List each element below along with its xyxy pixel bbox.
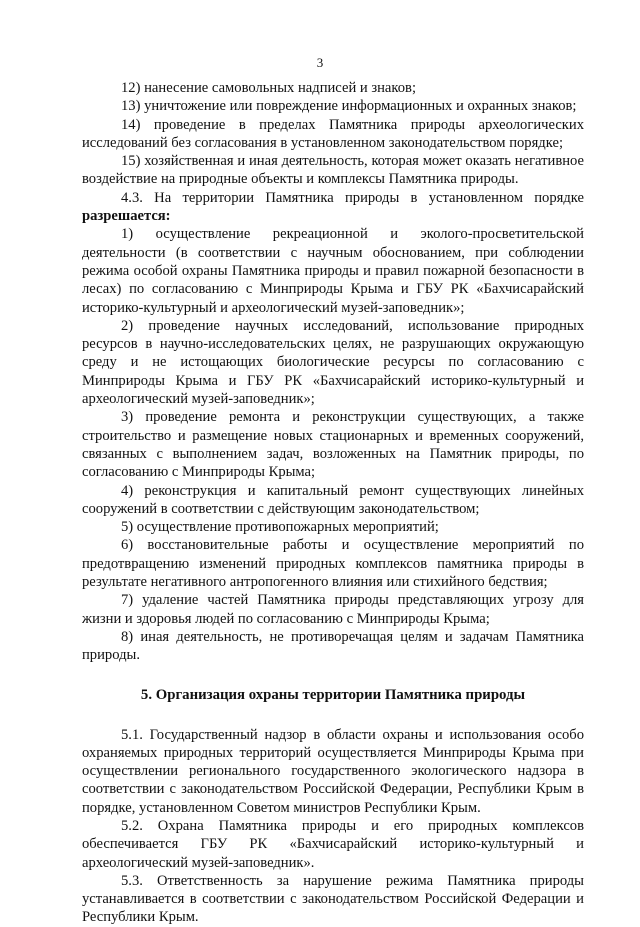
list-item: 6) восстановительные работы и осуществление мероприятий по предотвращению изменений природных комплексов памятника природы в результате негативного антропогенного влияния или стихийного бедствия; (82, 537, 584, 591)
list-item: 13) уничтожение или повреждение информационных и охранных знаков; (121, 98, 577, 115)
section-4-3-text: 4.3. На территории Памятника природы в установленном порядке (121, 189, 584, 206)
list-item: 4) реконструкция и капитальный ремонт существующих линейных сооружений в соответствии с действующим законодательством; (82, 482, 584, 517)
document-body (82, 79, 584, 927)
page-number: 3 (316, 55, 324, 70)
list-item: 14) проведение в пределах Памятника природы археологических исследований без согласования в установленном законодательством порядке; (82, 116, 584, 151)
paragraph: 5.2. Охрана Памятника природы и его природных комплексов обеспечивается ГБУ РК «Бахчисарайский историко-культурный и археологический музей-заповедник». (82, 817, 584, 871)
section-4-3-intro (82, 189, 584, 226)
paragraph: 5.1. Государственный надзор в области охраны и использования особо охраняемых природных территорий осуществляется Минприроды Крыма при осуществлении регионального государственного экологического надзора в соответствии с законодательством Российской Федерации, Республики Крым в порядке, установленном Советом министров Республики Крым. (82, 726, 584, 816)
list-item: 15) хозяйственная и иная деятельность, которая может оказать негативное воздействие на природные объекты и комплексы Памятника природы. (82, 153, 584, 188)
paragraph: 5.3. Ответственность за нарушение режима Памятника природы устанавливается в соответствии с законодательством Российской Федерации и Республики Крым. (82, 872, 584, 926)
list-item: 3) проведение ремонта и реконструкции существующих, а также строительство и размещение новых стационарных и временных сооружений, связанных с выполнением задач, возложенных на Памятник природы, по согласованию с Минприроды Крыма; (82, 409, 584, 481)
section-heading: 5. Организация охраны территории Памятника природы (140, 686, 526, 703)
section-4-3-bold: разрешается: (82, 208, 171, 225)
list-item: 7) удаление частей Памятника природы представляющих угрозу для жизни и здоровья людей по согласованию с Минприроды Крыма; (82, 592, 584, 627)
list-item: 8) иная деятельность, не противоречащая целям и задачам Памятника природы. (82, 628, 584, 664)
list-item: 1) осуществление рекреационной и эколого-просветительской деятельности (в соответствии с научным обоснованием, при соблюдении режима особой охраны Памятника природы и правил пожарной безопасности в лесах) по согласованию с Минприроды Крыма и ГБУ РК «Бахчисарайский историко-культурный и археологический музей-заповедник»; (82, 226, 584, 316)
list-item: 12) нанесение самовольных надписей и знаков; (121, 80, 417, 96)
list-item: 5) осуществление противопожарных мероприятий; (121, 519, 439, 536)
list-item: 2) проведение научных исследований, использование природных ресурсов в научно-исследовательских целях, не разрушающих окружающую среду и не истощающих биологические ресурсы по согласованию с Минприроды Крыма и ГБУ РК «Бахчисарайский историко-культурный и археологический музей-заповедник»; (82, 317, 584, 408)
